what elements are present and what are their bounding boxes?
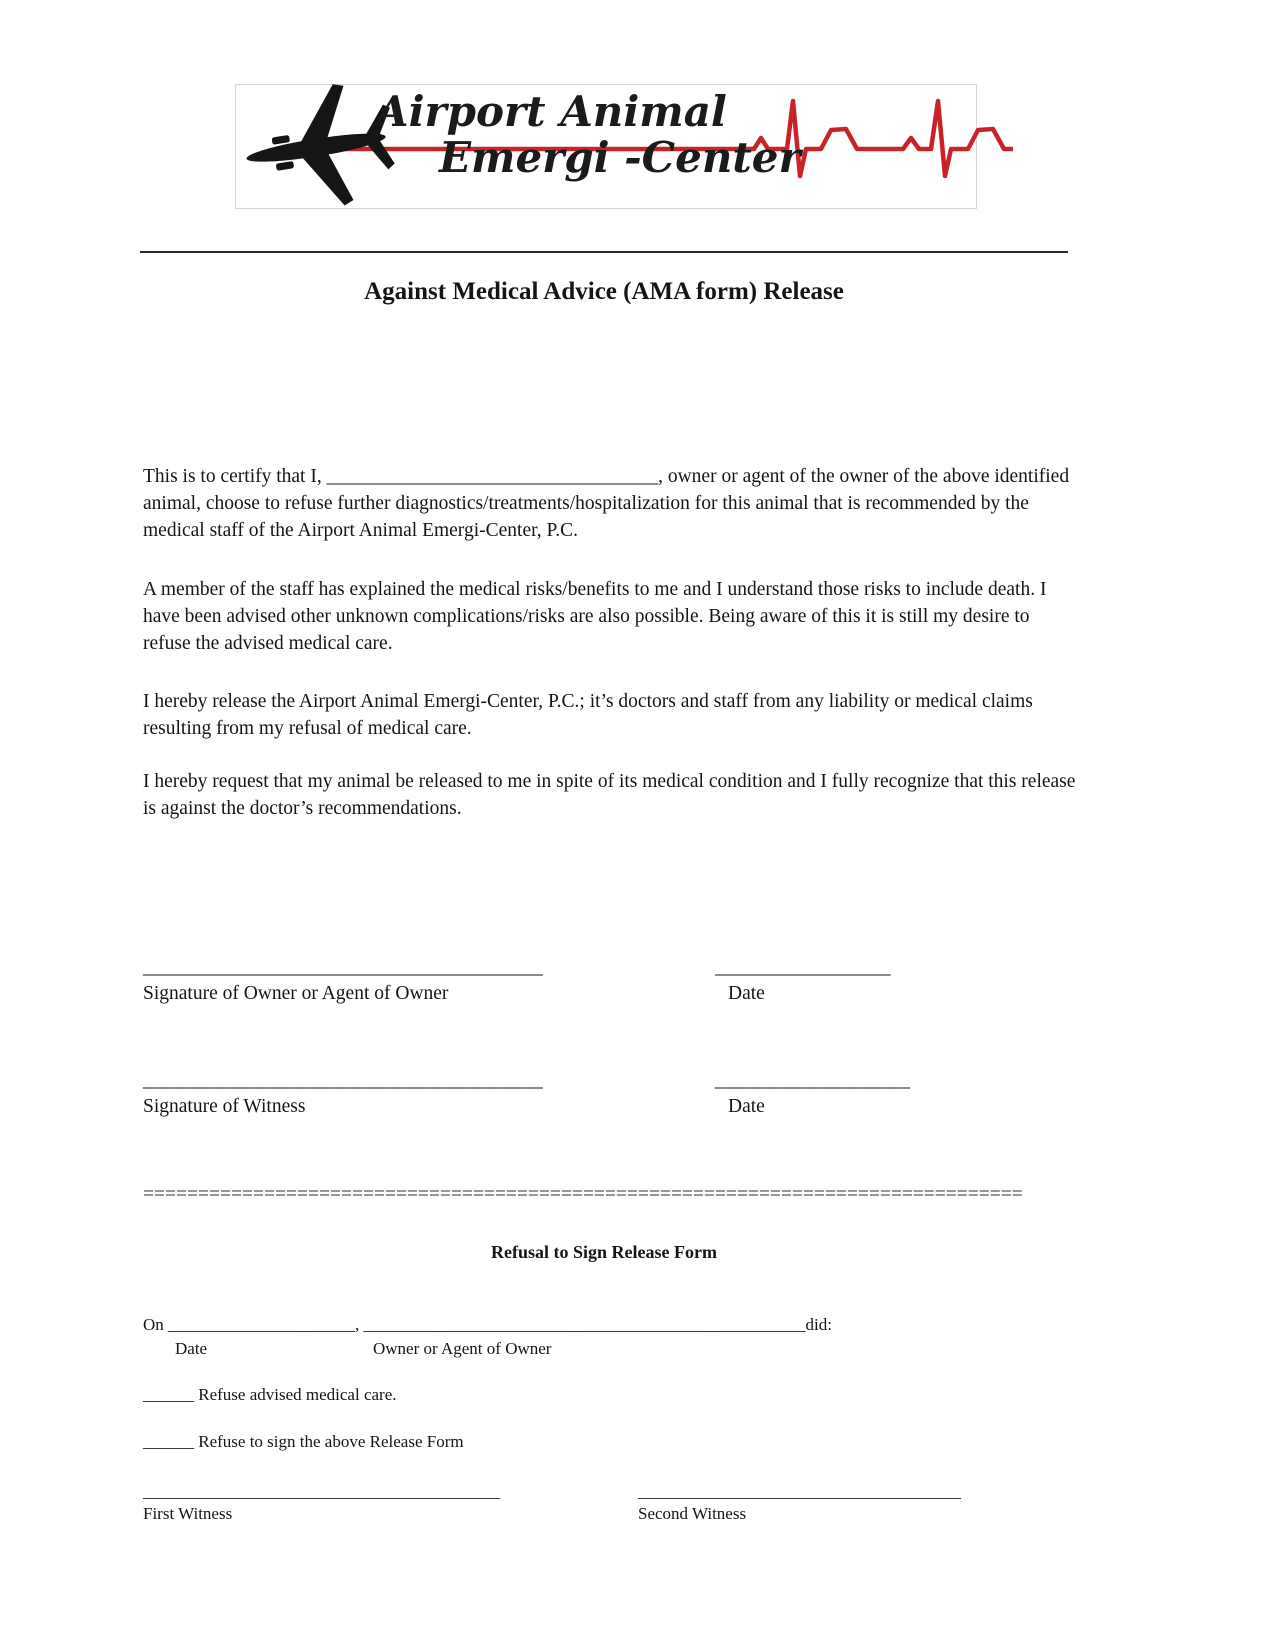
- witness-date-label: Date: [728, 1096, 765, 1117]
- on-separator: ,: [355, 1315, 364, 1334]
- refuse-sign-blank[interactable]: ______: [143, 1432, 194, 1451]
- owner-signature-line[interactable]: _________________________________________: [143, 957, 543, 978]
- request-paragraph: I hereby request that my animal be released to me in spite of its medical condition and I fully recognize that this release is against the doctor’s recommendations.: [143, 771, 1076, 819]
- certify-text-after: , owner or agent of the owner of the above identified animal, choose to refuse further diagnostics/treatments/hospitalization for this animal that is recommended by the medical staff of the Airport Animal Emergi-Center, P.C.: [143, 466, 1070, 541]
- refuse-sign-text: Refuse to sign the above Release Form: [194, 1432, 464, 1451]
- owner-date-line[interactable]: __________________: [715, 957, 891, 978]
- refuse-care-option: [143, 1384, 397, 1406]
- refusal-section-heading: Refusal to Sign Release Form: [491, 1242, 717, 1262]
- first-witness-label: First Witness: [143, 1504, 233, 1523]
- owner-date-block: [715, 955, 891, 1007]
- first-witness-line[interactable]: __________________________________________: [143, 1482, 500, 1501]
- owner-date-label: Date: [728, 983, 765, 1004]
- refuse-care-blank[interactable]: ______: [143, 1385, 194, 1404]
- witness-signature-block: [143, 1068, 543, 1120]
- page-title: Against Medical Advice (AMA form) Release: [364, 278, 844, 305]
- on-prefix: On: [143, 1315, 169, 1334]
- refusal-date-label: Date: [175, 1339, 208, 1358]
- owner-signature-block: [143, 955, 543, 1007]
- owner-name-blank[interactable]: __________________________________: [326, 466, 659, 487]
- clinic-logo: [235, 84, 977, 209]
- witness-signature-label: Signature of Witness: [143, 1096, 306, 1117]
- section-divider: ================================================================================: [143, 1184, 1023, 1205]
- owner-signature-label: Signature of Owner or Agent of Owner: [143, 983, 449, 1004]
- logo-text-line2: Emergi -Center: [439, 133, 801, 182]
- refusal-on-line: [143, 1314, 832, 1336]
- refuse-sign-option: [143, 1431, 464, 1453]
- witness-date-block: [715, 1068, 910, 1120]
- certify-text-before: This is to certify that I,: [143, 466, 327, 487]
- certify-paragraph: [143, 463, 1078, 544]
- refusal-name-blank[interactable]: ____________________________________________________: [363, 1315, 806, 1334]
- risks-paragraph: A member of the staff has explained the medical risks/benefits to me and I understand those risks to include death. I have been advised other unknown complications/risks are also possible. Being aware of this it is still my desire to refuse the advised medical care.: [143, 579, 1047, 654]
- did-suffix: did:: [805, 1315, 832, 1334]
- refuse-care-text: Refuse advised medical care.: [194, 1385, 397, 1404]
- release-paragraph: I hereby release the Airport Animal Emergi-Center, P.C.; it’s doctors and staff from any liability or medical claims resulting from my refusal of medical care.: [143, 691, 1033, 739]
- header-divider-rule: [140, 251, 1068, 253]
- witness-date-line[interactable]: ____________________: [715, 1070, 910, 1091]
- witness-signature-line[interactable]: _________________________________________: [143, 1070, 543, 1091]
- second-witness-line[interactable]: ______________________________________: [638, 1482, 961, 1501]
- second-witness-label: Second Witness: [638, 1504, 747, 1523]
- refusal-owner-label: Owner or Agent of Owner: [373, 1339, 552, 1358]
- logo-text-line1: Airport Animal: [376, 87, 727, 136]
- refusal-date-blank[interactable]: ______________________: [168, 1315, 356, 1334]
